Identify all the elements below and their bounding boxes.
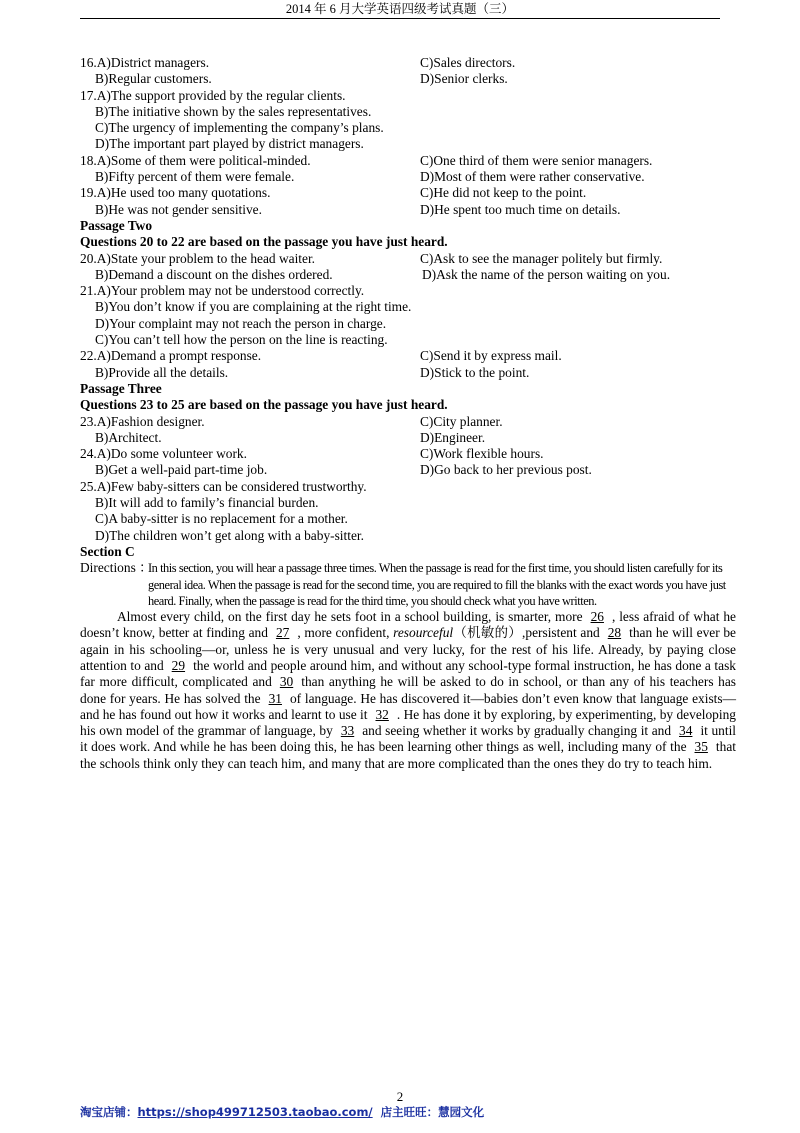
passage-text: , more confident,: [297, 625, 390, 641]
option-21c: C)You can’t tell how the person on the line is reacting.: [95, 332, 388, 348]
option-20a: 20.A)State your problem to the head waiter.: [80, 250, 316, 266]
blank-31[interactable]: 31: [268, 690, 282, 706]
passage-text: that the schools think only they can teach him, and many that are more complicated than the ones they do try to teach him.: [80, 739, 736, 771]
question-24-row1: [80, 446, 736, 462]
question-20-row1: [80, 251, 736, 267]
footer: [80, 1104, 484, 1120]
blank-33[interactable]: 33: [340, 723, 355, 739]
blank-27[interactable]: 27: [275, 625, 290, 641]
option-18b: B)Fifty percent of them were female.: [95, 169, 295, 185]
option-19c: C)He did not keep to the point.: [420, 185, 587, 201]
option-17b: B)The initiative shown by the sales representatives.: [95, 103, 372, 119]
option-21a: 21.A)Your problem may not be understood correctly.: [80, 283, 365, 299]
option-17a: 17.A)The support provided by the regular clients.: [80, 87, 346, 103]
option-16a: 16.A)District managers.: [80, 55, 210, 70]
option-17d: D)The important part played by district managers.: [95, 136, 364, 152]
passage-text: Almost every child, on the first day he sets foot in a school building, is smarter, more: [117, 609, 583, 625]
option-20b: B)Demand a discount on the dishes ordered.: [95, 266, 333, 282]
passage-two-instructions: Questions 20 to 22 are based on the passage you have just heard.: [80, 234, 448, 250]
blank-28[interactable]: 28: [607, 625, 622, 641]
option-22b: B)Provide all the details.: [95, 364, 229, 380]
option-24d: D)Go back to her previous post.: [420, 462, 592, 478]
question-24-row2: [80, 462, 736, 478]
passage-text: ,persistent and: [522, 625, 600, 641]
option-24a: 24.A)Do some volunteer work.: [80, 446, 247, 462]
option-25a: 25.A)Few baby-sitters can be considered trustworthy.: [80, 478, 367, 494]
directions-label: Directions ：: [80, 560, 153, 576]
option-25d: D)The children won’t get along with a baby-sitter.: [95, 527, 364, 543]
option-16d: D)Senior clerks.: [420, 71, 508, 87]
option-19d: D)He spent too much time on details.: [420, 201, 621, 217]
resourceful-word: resourceful: [393, 625, 454, 641]
footer-owner: 店主旺旺：慧园文化: [380, 1105, 485, 1119]
question-22-row1: [80, 348, 736, 364]
footer-label: 淘宝店铺：: [80, 1105, 138, 1119]
question-19-row1: [80, 185, 736, 201]
option-16c: C)Sales directors.: [420, 55, 516, 70]
option-19a: 19.A)He used too many quotations.: [80, 185, 271, 201]
question-19-row2: [80, 202, 736, 218]
option-18a: 18.A)Some of them were political-minded.: [80, 152, 311, 168]
option-23d: D)Engineer.: [420, 429, 486, 445]
option-22a: 22.A)Demand a prompt response.: [80, 348, 262, 364]
passage-text: . He has done it by exploring, by experimenting, by developing his own model of the grammar of language, by: [80, 706, 736, 739]
option-22d: D)Stick to the point.: [420, 364, 530, 380]
option-19b: B)He was not gender sensitive.: [95, 201, 262, 217]
option-24c: C)Work flexible hours.: [420, 446, 544, 462]
section-c-title: Section C: [80, 543, 135, 559]
option-25b: B)It will add to family’s financial burden.: [95, 495, 319, 511]
passage-text: of language. He has discovered it—babies don’t even know that language exists—and he has found out how it works and learnt to use it: [80, 690, 736, 722]
passage-text: , less afraid of what he doesn’t know, better at finding and: [80, 609, 736, 641]
question-16-row2: [80, 71, 736, 87]
option-18c: C)One third of them were senior managers.: [420, 152, 653, 168]
question-23-row1: [80, 414, 736, 430]
option-23b: B)Architect.: [95, 429, 162, 445]
page-header: 2014 年 6 月大学英语四级考试真题（三）: [80, 2, 720, 19]
blank-35[interactable]: 35: [694, 739, 708, 755]
question-20-row2: [80, 267, 736, 283]
passage-text: and seeing whether it works by gradually changing it and: [362, 723, 672, 739]
option-25c: C)A baby-sitter is no replacement for a mother.: [95, 511, 348, 527]
shop-link[interactable]: https://shop499712503.taobao.com/: [137, 1105, 373, 1119]
question-22-row2: [80, 365, 736, 381]
passage-text: than anything he will be asked to do in school, or than any of his teachers has done for years. He has solved the: [80, 674, 737, 706]
question-18-row2: [80, 169, 736, 185]
dictation-passage: [80, 609, 736, 772]
blank-29[interactable]: 29: [171, 657, 186, 673]
option-20c: C)Ask to see the manager politely but firmly.: [420, 250, 663, 266]
blank-34[interactable]: 34: [679, 723, 693, 739]
option-22c: C)Send it by express mail.: [420, 348, 562, 364]
question-16-row1: [80, 55, 736, 71]
blank-30[interactable]: 30: [279, 674, 294, 690]
passage-two-title: Passage Two: [80, 217, 153, 233]
exam-content: [80, 55, 736, 772]
option-21d: D)Your complaint may not reach the person in charge.: [95, 315, 387, 331]
option-21b: B)You don’t know if you are complaining at the right time.: [95, 299, 412, 315]
passage-three-instructions: Questions 23 to 25 are based on the passage you have just heard.: [80, 397, 448, 413]
option-20d: D)Ask the name of the person waiting on you.: [422, 266, 671, 282]
page-number: 2: [396, 1089, 404, 1104]
question-23-row2: [80, 430, 736, 446]
question-18-row1: [80, 153, 736, 169]
blank-26[interactable]: 26: [590, 609, 604, 625]
blank-32[interactable]: 32: [375, 706, 389, 722]
passage-text: than he will ever be again in his schooling—or, unless he is very unusual and very lucky, for the rest of his life. Already, by paying close attention to and: [80, 625, 736, 673]
option-23c: C)City planner.: [420, 413, 503, 429]
option-18d: D)Most of them were rather conservative.: [420, 169, 645, 185]
chinese-gloss: （机敏的）: [453, 625, 523, 641]
option-17c: C)The urgency of implementing the company’s plans.: [95, 120, 384, 136]
directions-text: In this section, you will hear a passage three times. When the passage is read for the first time, you should listen carefully for its general idea. When the passage is read for the second time, you are required to fill the blanks with the exact words you have just heard. Finally, when the passage is read for the third time, you should check what you have written.: [148, 561, 726, 608]
option-16b: B)Regular customers.: [95, 71, 212, 87]
passage-text: it until it does work. And while he has been doing this, he has been learning other things as well, including many of the: [80, 723, 737, 755]
passage-text: the world and people around him, and without any school-type formal instruction, he has done a task far more difficult, complicated and: [80, 657, 736, 690]
option-24b: B)Get a well-paid part-time job.: [95, 462, 268, 478]
option-23a: 23.A)Fashion designer.: [80, 413, 205, 429]
passage-three-title: Passage Three: [80, 380, 162, 396]
directions: [80, 560, 736, 609]
